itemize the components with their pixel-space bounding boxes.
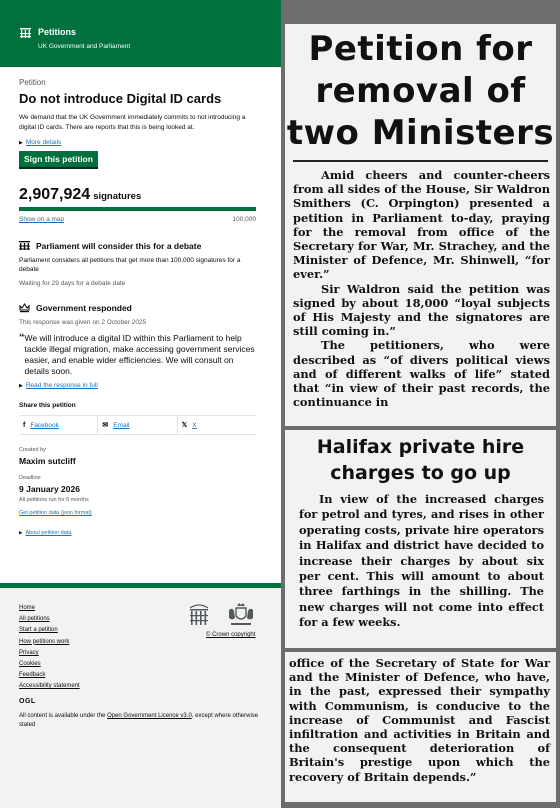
site-subtitle: UK Government and Parliament	[38, 43, 131, 50]
debate-waiting: Waiting for 29 days for a debate date	[19, 280, 126, 287]
footer-link-cookies[interactable]: Cookies	[19, 661, 41, 668]
share-x-button[interactable]	[177, 416, 256, 434]
clipping2-para: In view of the increased charges for petrol and tyres, and rises in other operating costs, private hire operators in Halifax and district have decided to increase their charges by about six per cent. This will amount to about three farthings in the shilling. The new charges will not come into effect for a few weeks.	[299, 492, 544, 630]
facebook-icon: f	[23, 421, 26, 429]
more-details-toggle[interactable]	[19, 139, 259, 146]
share-facebook-label[interactable]: Facebook	[30, 421, 59, 429]
share-bar	[19, 415, 256, 435]
clipping1-para2: Sir Waldron said the petition was signed by about 18,000 “loyal subjects of His Majesty and the signatores are still coming in.”	[293, 281, 550, 339]
clipping2-body	[285, 486, 556, 631]
portcullis-icon	[188, 602, 210, 628]
show-on-map-link[interactable]: Show on a map	[19, 216, 65, 223]
newspaper-clippings	[281, 0, 560, 808]
share-email-button[interactable]	[97, 416, 176, 434]
clipping1-para1: Amid cheers and counter-cheers from all sides of the House, Sir Waldron Smithers (C. Orpington) presented a petition in Parliament to-day, praying for the removal from office of the Secretary for War, Mr. Strachey, and the Minister of Defence, Mr. Shinwell, “for ever.”	[293, 168, 550, 282]
run-note: All petitions run for 6 months	[19, 497, 89, 503]
licence-text	[19, 712, 259, 730]
clipping1-headline-line3: two Ministers	[286, 113, 555, 153]
footer-link-all-petitions[interactable]: All petitions	[19, 616, 50, 623]
petition-description: We demand that the UK Government immediately commits to not introducing a digital ID cards. There are reports that this is being looked at.	[19, 114, 246, 131]
debate-heading	[19, 240, 259, 251]
response-heading-text: Government responded	[36, 302, 132, 313]
portcullis-logo-icon	[20, 26, 31, 39]
clipping-halifax-hire	[285, 430, 556, 648]
clipping3-body	[285, 652, 556, 784]
petition-title: Do not introduce Digital ID cards	[19, 91, 222, 106]
ogl-logo: OGL	[19, 698, 36, 705]
petition-data-link[interactable]: Get petition data (json format)	[19, 510, 92, 516]
deadline-value: 9 January 2026	[19, 484, 80, 494]
site-header	[0, 0, 281, 60]
about-data-link[interactable]: About petition data	[25, 530, 72, 536]
response-date: This response was given on 2 October 2025	[19, 319, 147, 326]
petition-kicker: Petition	[19, 78, 46, 87]
clipping2-headline-line2: charges to go up	[330, 462, 511, 484]
clipping1-headline	[285, 24, 556, 154]
x-icon: 𝕏	[181, 422, 188, 429]
email-icon: ✉	[102, 422, 109, 429]
clipping1-rule	[293, 160, 548, 162]
clipping3-para: office of the Secretary of State for War and the Minister of Defence, who have, in the past, expressed their sympathy with Communism, is conducive to the increase of Communist and Fascist infiltration and activities in Britain and the consequent deterioration of Britain's prestige upon which the recovery of Britain depends.”	[289, 656, 550, 784]
sign-petition-button[interactable]: Sign this petition	[19, 151, 98, 167]
read-response-link[interactable]: Read the response in full	[25, 382, 98, 389]
response-heading	[19, 302, 259, 313]
read-response-toggle[interactable]	[19, 382, 259, 389]
signature-count	[19, 186, 259, 204]
clipping1-body	[285, 166, 556, 409]
debate-text: Parliament considers all petitions that get more than 100,000 signatures for a debate	[19, 257, 241, 273]
signature-count-label: signatures	[93, 191, 142, 202]
deadline-label: Deadline	[19, 475, 41, 481]
royal-coat-of-arms-icon	[226, 602, 256, 628]
about-data-toggle[interactable]	[19, 530, 259, 536]
licence-link[interactable]: Open Government Licence v3.0	[107, 713, 192, 719]
created-by-value: Maxim sutcliff	[19, 456, 76, 466]
clipping1-headline-line2: removal of	[315, 71, 526, 111]
crown-icon	[19, 302, 30, 313]
share-email-label[interactable]: Email	[113, 421, 130, 429]
site-footer	[0, 583, 281, 808]
clipping2-headline	[285, 430, 556, 486]
licence-suffix: , except where otherwise stated	[19, 713, 259, 728]
share-x-label[interactable]: X	[192, 421, 197, 429]
footer-link-how-petitions-work[interactable]: How petitions work	[19, 638, 70, 645]
share-heading: Share this petition	[19, 402, 76, 409]
share-facebook-button[interactable]	[19, 416, 97, 434]
triangle-right-icon: ▶	[19, 530, 23, 535]
signature-count-value: 2,907,924	[19, 186, 91, 203]
clipping1-headline-line1: Petition for	[308, 29, 533, 69]
parliament-icon	[19, 240, 30, 251]
created-by-label: Created by	[19, 447, 46, 453]
more-details-link[interactable]: More details	[25, 139, 62, 146]
signature-progress-fill	[19, 207, 256, 211]
clipping1-para3: The petitioners, who were described as “of divers political views and of different walks of life” stated that “in view of their past records, the continuance in	[293, 338, 550, 410]
triangle-right-icon: ▶	[19, 140, 23, 146]
footer-link-home[interactable]: Home	[19, 605, 36, 611]
main-content	[19, 78, 259, 536]
response-quote-text: We will introduce a digital ID within this Parliament to help tackle illegal migration, make accessing government services easier, and enable wider efficiencies. We will consult on details soon.	[24, 333, 255, 376]
clipping-continuation	[285, 652, 556, 802]
triangle-right-icon: ▶	[19, 383, 23, 389]
map-row	[19, 216, 259, 226]
quote-mark-icon: “	[19, 332, 25, 344]
signature-progress-bar	[19, 207, 256, 211]
debate-heading-text: Parliament will consider this for a debate	[36, 240, 202, 251]
signature-target: 100,000	[232, 216, 256, 223]
licence-prefix: All content is available under the	[19, 713, 108, 719]
footer-link-privacy[interactable]: Privacy	[19, 649, 39, 656]
header-bar	[0, 60, 281, 67]
site-title[interactable]: Petitions	[38, 27, 77, 37]
response-quote	[19, 333, 259, 377]
clipping2-headline-line1: Halifax private hire	[316, 436, 525, 458]
footer-link-feedback[interactable]: Feedback	[19, 672, 46, 679]
footer-link-accessibility[interactable]: Accessibility statement	[19, 683, 80, 690]
clipping-petition-removal	[285, 24, 556, 426]
footer-links	[19, 603, 80, 693]
footer-link-start-petition[interactable]: Start a petition	[19, 627, 58, 634]
crown-copyright-link[interactable]: © Crown copyright	[206, 632, 256, 638]
